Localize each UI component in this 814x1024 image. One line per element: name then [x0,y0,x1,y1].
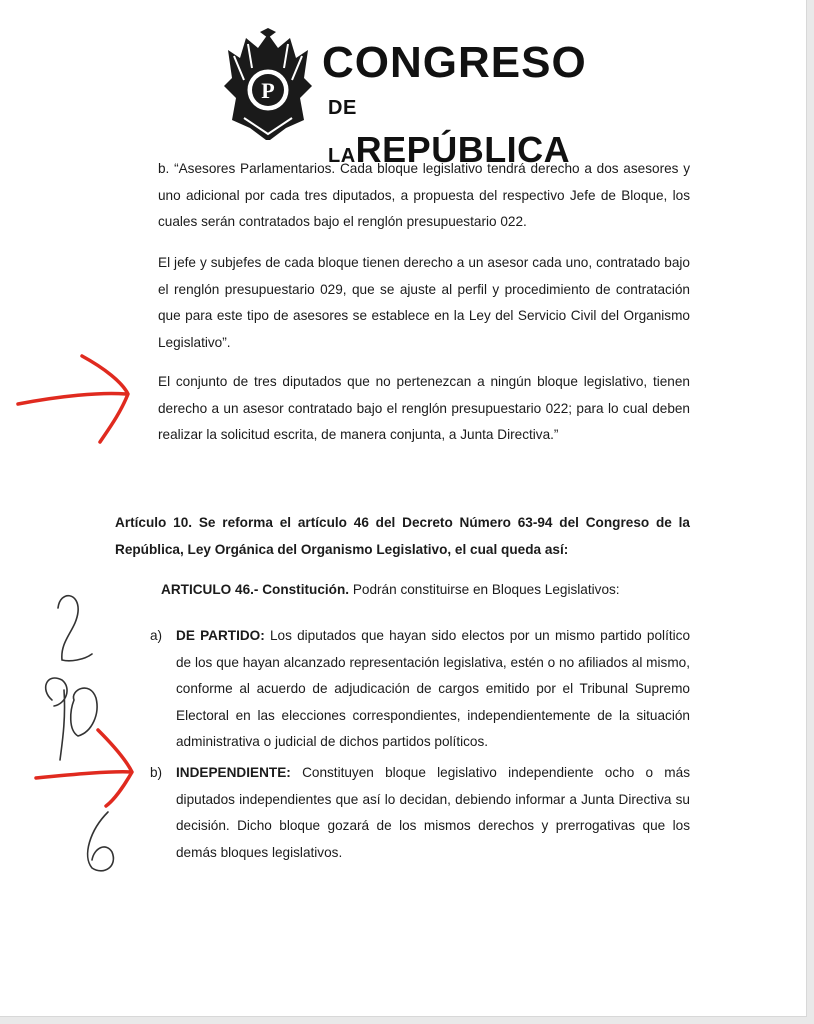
list-item-independiente [150,760,690,866]
list-item-de-partido [150,623,690,756]
list-marker-b: b) [150,765,163,780]
logo-title: CONGRESO [322,38,587,87]
item-b-title: INDEPENDIENTE: [176,765,291,780]
paragraph-conjunto-diputados: El conjunto de tres diputados que no pertenezcan a ningún bloque legislativo, tienen derecho a un asesor contratado bajo el renglón presupuestario 022; para lo cual deben realizar la solicitud escrita, de manera conjunta, a Junta Directiva.” [158,374,690,442]
article-46-heading: ARTICULO 46.- Constitución. [161,582,350,597]
item-a-title: DE PARTIDO: [176,628,265,643]
article-46-line [161,577,681,604]
item-a-text: Los diputados que hayan sido electos por un mismo partido político de los que hayan alcanzado representación legislativa, estén o no afiliados al mismo, conforme al acuerdo de adjudicación de cargos emitido por el Tribunal Supremo Electoral en las elecciones correspondientes, independientemente de la situación administrativa o judicial de dichos partidos políticos. [176,628,690,749]
logo-subtitle-large: REPÚBLICA [355,129,571,170]
congress-logo [218,28,598,170]
article-46-text: Podrán constituirse en Bloques Legislativos: [352,582,620,597]
article-10-heading: Artículo 10. Se reforma el artículo 46 del Decreto Número 63-94 del Congreso de la República, Ley Orgánica del Organismo Legislativo, el cual queda así: [115,515,690,557]
logo-subtitle-small: DE LA [328,97,357,167]
paragraph-jefe-subjefes: El jefe y subjefes de cada bloque tienen derecho a un asesor cada uno, contratado bajo el renglón presupuestario 029, que se ajuste al perfil y procedimiento de contratación que para este tipo de asesores se establece en la Ley del Servicio Civil del Organismo Legislativo”. [158,255,690,350]
svg-text:P: P [261,78,275,103]
red-arrow-icon [36,730,132,806]
congress-crest-emblem-icon [218,28,318,146]
red-arrow-icon [18,356,128,442]
paragraph-asesores-parlamentarios: b. “Asesores Parlamentarios. Cada bloque legislativo tendrá derecho a dos asesores y uno adicional por cada tres diputados, a propuesta del respectivo Jefe de Bloque, los cuales serán contratados bajo el renglón presupuestario 022. [158,161,690,229]
item-b-text: Constituyen bloque legislativo independiente ocho o más diputados independientes que así lo decidan, debiendo informar a Junta Directiva su decisión. Dicho bloque gozará de los mismos derechos y prerrogativas que los demás bloques legislativos. [176,765,690,860]
list-marker-a: a) [150,628,163,643]
handwritten-numbers [46,596,114,871]
